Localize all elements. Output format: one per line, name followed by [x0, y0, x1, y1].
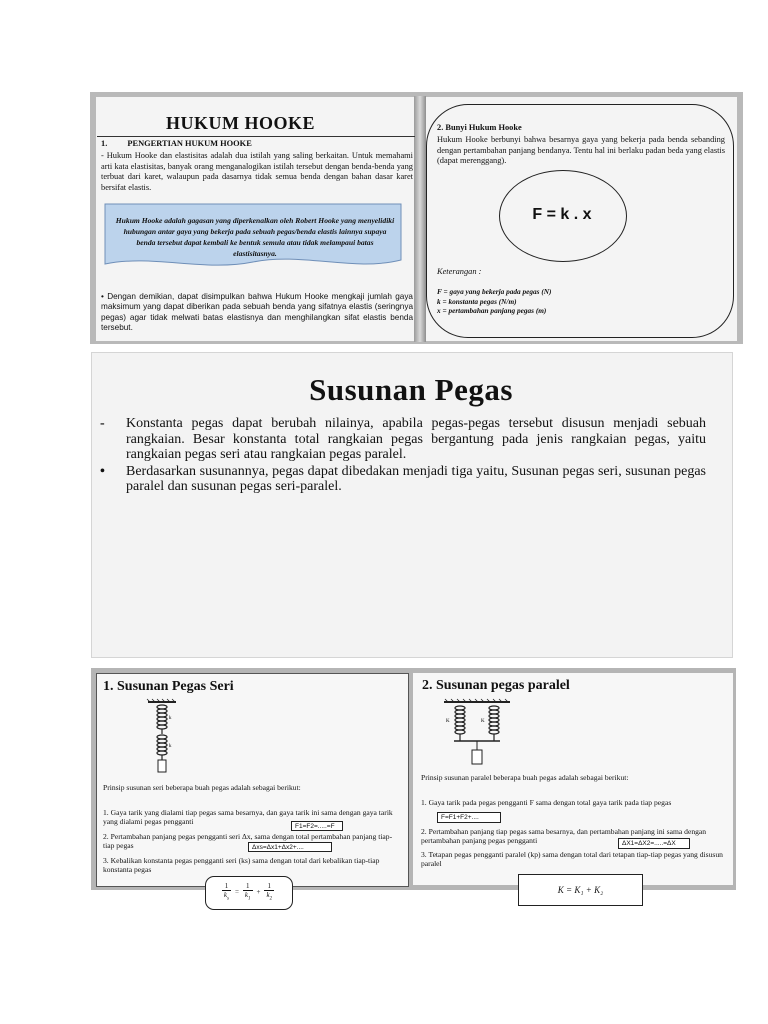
bullet-marker: - [100, 416, 105, 431]
seri-item: 1. Gaya tarik yang dialami tiap pegas sama besarnya, dan gaya tarik ini sama dengan gaya tarik yang dialami pegas pengganti [103, 808, 393, 827]
seri-extension-box: Δxs=Δx1+Δx2+.... [248, 842, 332, 852]
paralel-item: 1. Gaya tarik pada pegas pengganti F sama dengan total gaya tarik pada tiap pegas [421, 798, 672, 807]
subscript: 2 [269, 896, 273, 902]
bullet-item [100, 416, 706, 463]
denominator [222, 890, 231, 901]
spring-icon [455, 706, 465, 741]
spring-label: K [446, 719, 450, 724]
seri-item: 3. Kebalikan konstanta pegas pengganti seri (ks) sama dengan total dari kebalikan tiap-tiap konstanta pegas [103, 856, 380, 875]
parallel-spring-diagram [440, 698, 522, 768]
subscript: s [227, 896, 229, 902]
fraction [264, 882, 274, 901]
section-number: 1. [101, 139, 108, 148]
paralel-item: 3. Tetapan pegas pengganti paralel (kp) sama dengan total dari tetapan tiap-tiap pegas yang disusun paralel [421, 850, 723, 869]
keterangan-item: k = konstanta pegas (N/m) [437, 296, 517, 306]
plus-sign: + [256, 888, 261, 896]
paralel-heading: 2. Susunan pegas paralel [422, 678, 570, 693]
equals-sign: = [234, 888, 239, 896]
weight-icon [158, 760, 166, 772]
title-divider [97, 136, 415, 137]
section-heading [101, 139, 252, 150]
bullet-marker: • [100, 463, 105, 479]
denominator-symbol: k [266, 891, 270, 900]
spring-icon [489, 706, 499, 741]
numerator: 1 [245, 882, 250, 891]
definition-text: Hukum Hooke adalah gagasan yang diperkenalkan oleh Robert Hooke yang menyelidiki hubungan antar gaya yang bekerja pada sebuah pegas/benda elastis lainnya supaya benda tersebut dapat kembali ke bentuk semula atau tidak melampaui batas elastisitasnya. [115, 216, 395, 258]
denominator [264, 890, 274, 901]
bullet-text: Konstanta pegas dapat berubah nilainya, apabila pegas-pegas tersebut disusun menjadi sebuah rangkaian. Besar konstanta total rangkaian pegas bergantung pada jenis rangkaian pegas, yaitu rangkaian pegas seri atau rangkaian pegas paralel. [126, 416, 706, 463]
denominator-symbol: k [244, 891, 249, 900]
series-spring-diagram [140, 698, 190, 776]
hooke-formula: F = k . x [532, 206, 592, 223]
bullet-text: Berdasarkan susunannya, pegas dapat dibedakan menjadi tiga yaitu, Susunan pegas seri, susunan pegas paralel dan susunan pegas seri-paralel. [126, 463, 706, 495]
spring-label: k [169, 716, 172, 721]
paralel-intro: Prinsip susunan paralel beberapa buah pegas adalah sebagai berikut: [421, 773, 629, 782]
seri-formula [210, 878, 286, 906]
paralel-extension-box: ΔX1=ΔX2=.....=ΔX [618, 838, 690, 849]
denominator-symbol: k [223, 891, 228, 900]
spring-icon [157, 735, 167, 760]
bunyi-text: Hukum Hooke berbunyi bahwa besarnya gaya yang bekerja pada benda sebanding dengan pertambahan panjang bendanya. Tentu hal ini berlaku padan beda yang elastis (dapat merenggang). [437, 135, 725, 166]
slide-bullet-list [100, 416, 706, 496]
numerator: 1 [267, 882, 272, 891]
bullet-item [100, 464, 706, 495]
fraction [243, 882, 253, 901]
spring-icon [157, 705, 167, 734]
ceiling-icon [444, 699, 510, 702]
keterangan-list [437, 287, 551, 316]
conclusion-text: • Dengan demikian, dapat disimpulkan bahwa Hukum Hooke mengkaji jumlah gaya maksimum yang dapat diberikan pada sebuah benda yang sifatnya elastis (seringnya pegas) agar tidak melwati batas elastisnya dan menghilangkan sifat elastis benda tersebut. [101, 292, 413, 333]
weight-icon [472, 750, 482, 764]
fraction [222, 882, 231, 901]
seri-force-box: F1=F2=.....=F [291, 821, 343, 831]
subscript: 1 [248, 896, 251, 902]
paralel-force-box: F=F1+F2+.... [437, 812, 501, 823]
slide-title: Susunan Pegas [309, 372, 513, 407]
book-spine [414, 96, 426, 342]
spring-label: k [169, 744, 172, 749]
page-title: HUKUM HOOKE [166, 113, 315, 133]
seri-item: 2. Pertambahan panjang pegas pengganti seri Δx, sama dengan total pertambahan panjang tiap-tiap pegas [103, 832, 393, 851]
spring-label: K [481, 719, 485, 724]
seri-heading: 1. Susunan Pegas Seri [103, 679, 234, 694]
denominator [243, 890, 253, 901]
paralel-item: 2. Pertambahan panjang tiap pegas sama besarnya, dan pertambahan panjang ini sama dengan pertambahan panjang pegas pengganti [421, 827, 707, 846]
keterangan-item: x = pertambahan panjang pegas (m) [437, 306, 547, 316]
section-heading-bunyi: 2. Bunyi Hukum Hooke [437, 123, 522, 132]
paralel-formula-box: K = K₁ + K₂ [518, 874, 643, 906]
keterangan-item: F = gaya yang bekerja pada pegas (N) [437, 287, 552, 296]
section-heading-text: PENGERTIAN HUKUM HOOKE [127, 139, 252, 148]
section-description: - Hukum Hooke dan elastisitas adalah dua istilah yang saling berkaitan. Untuk memahami arti kata elastisitas, banyak orang menganalogikan istilah tersebut dengan benda-benda yang terbuat dari karet, walaupun pada dasarnya tidak semua benda dengan bahan dasar karet bersifat elastis. [101, 151, 413, 192]
ceiling-icon [147, 699, 176, 702]
seri-intro: Prinsip susunan seri beberapa buah pegas adalah sebagai berikut: [103, 783, 301, 792]
numerator: 1 [224, 882, 229, 891]
keterangan-label: Keterangan : [437, 267, 482, 276]
